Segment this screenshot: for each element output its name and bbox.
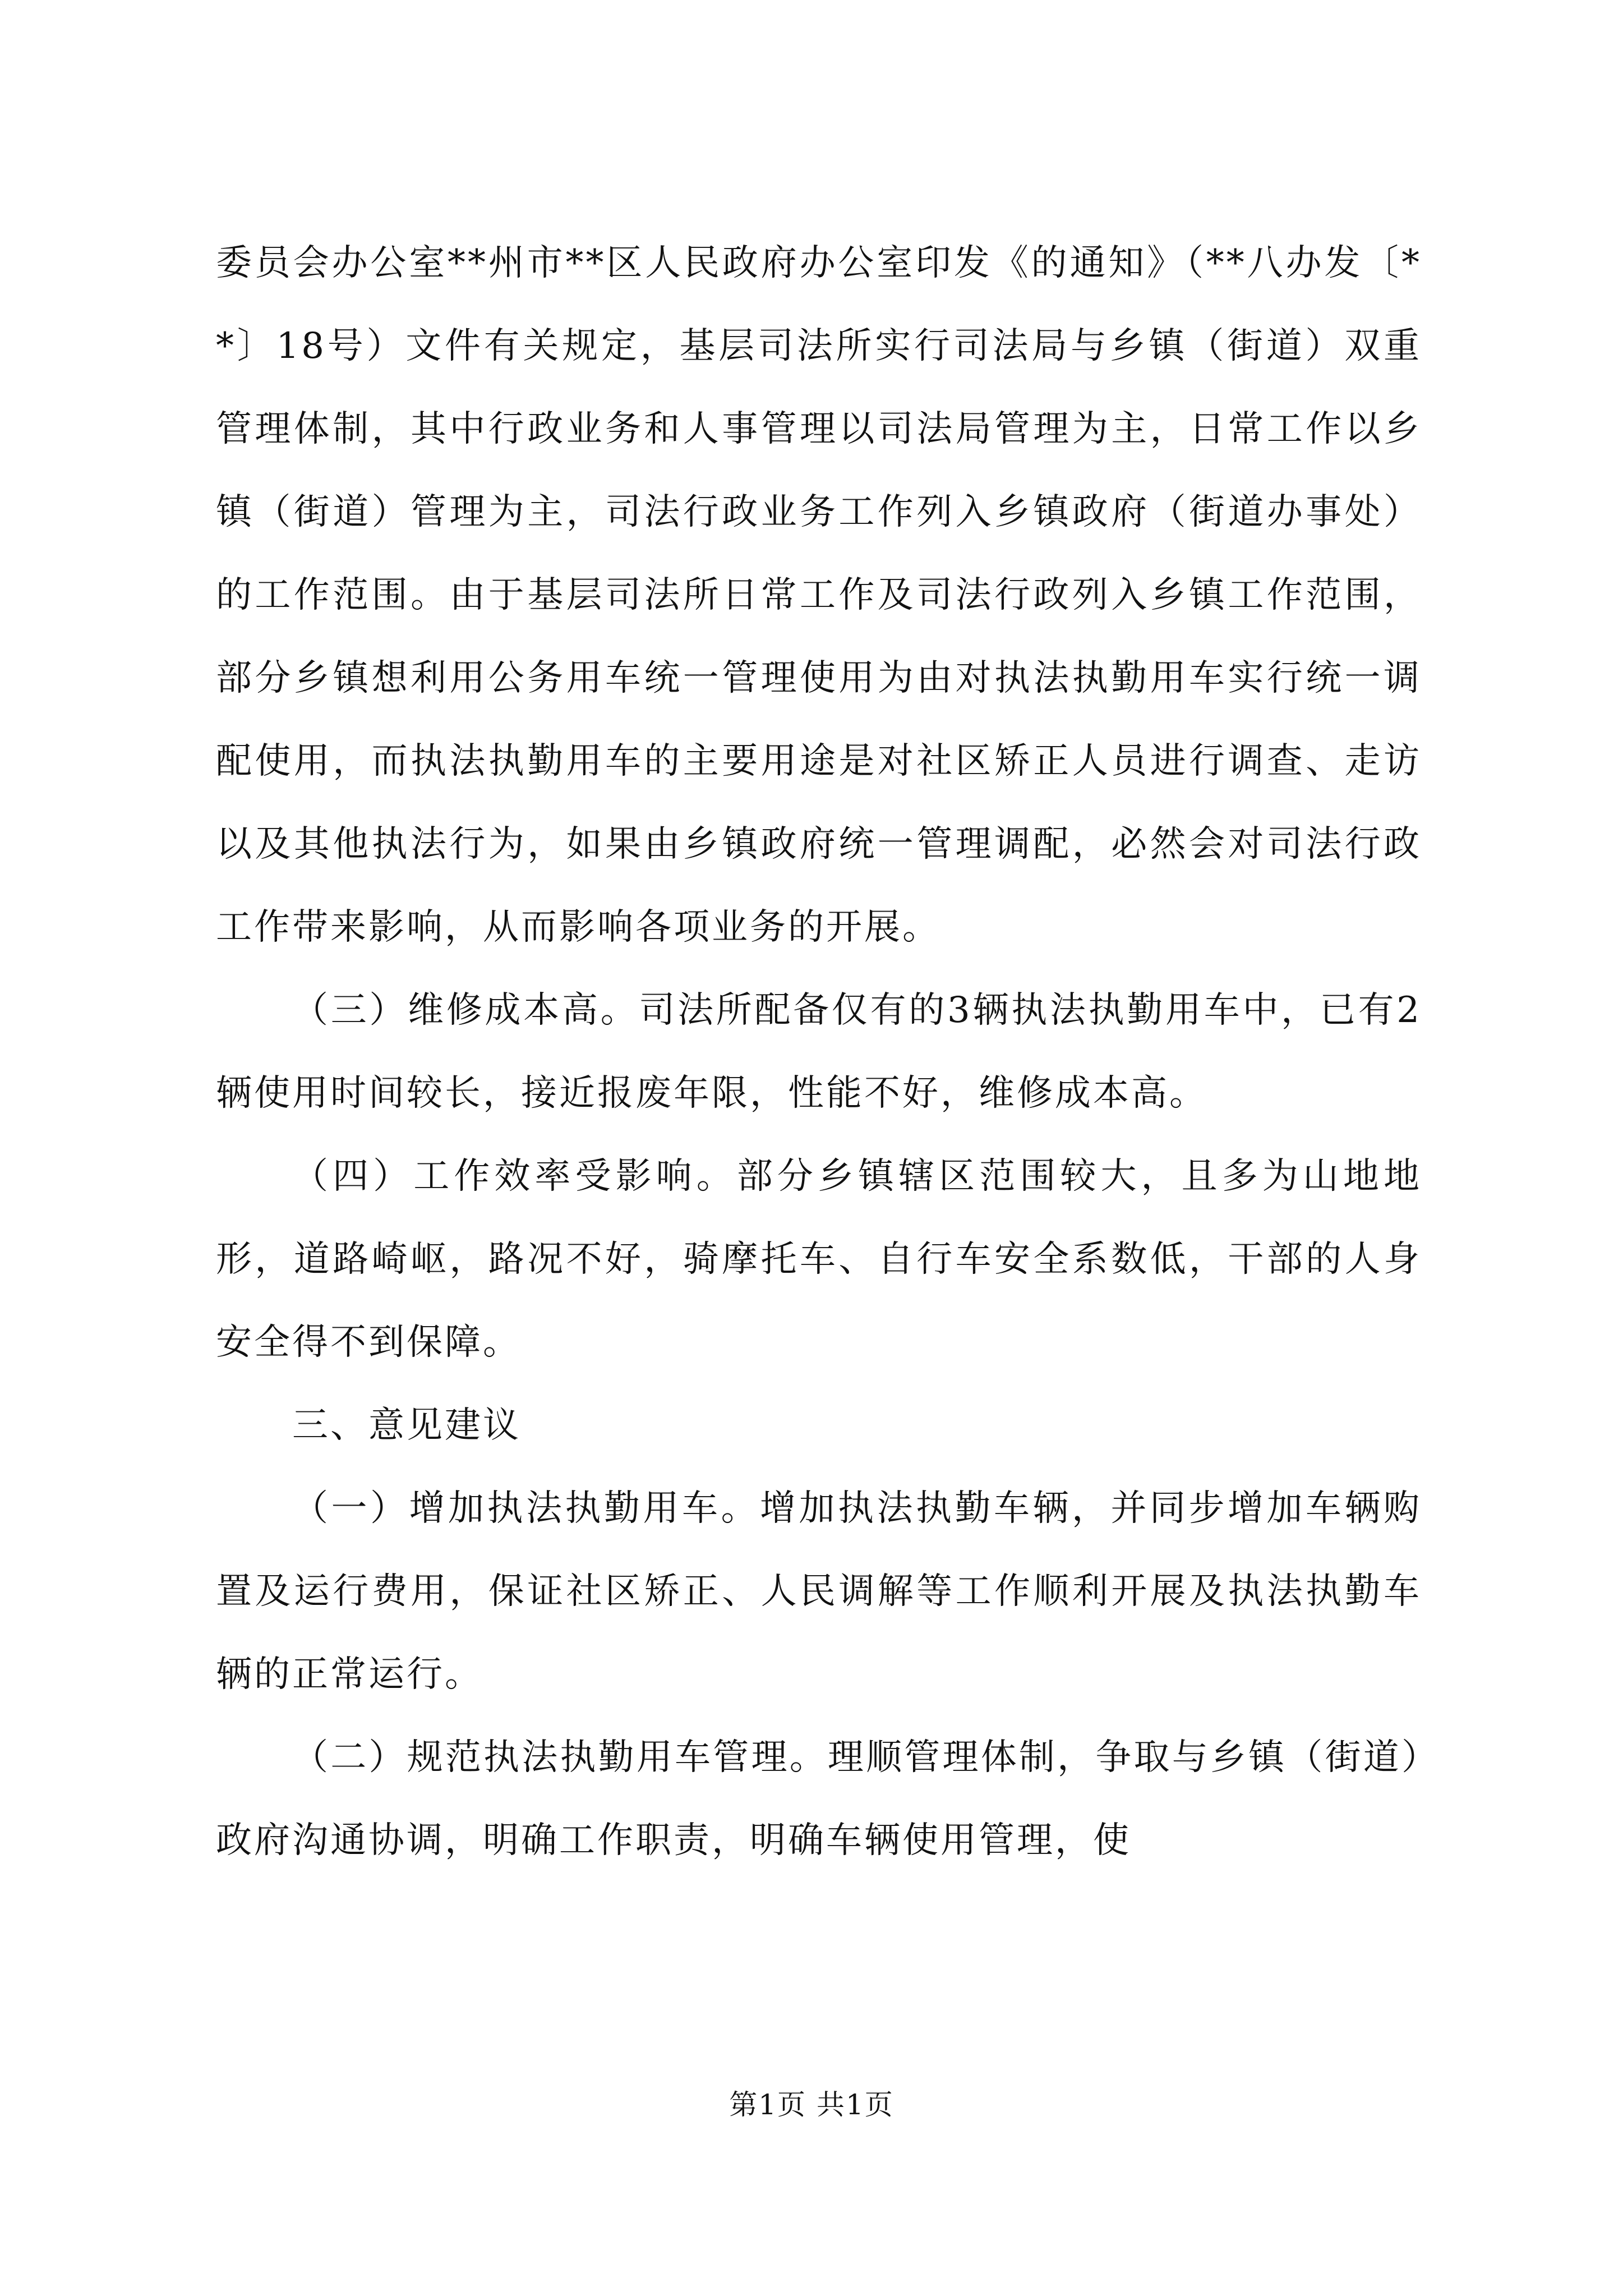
page-footer: 第1页 共1页	[729, 2088, 894, 2121]
paragraph: （四）工作效率受影响。部分乡镇辖区范围较大，且多为山地地形，道路崎岖，路况不好，骑摩托车、自行车安全系数低，干部的人身安全得不到保障。	[216, 1156, 1422, 1363]
paragraph: （三）维修成本高。司法所配备仅有的3辆执法执勤用车中，已有2辆使用时间较长，接近报废年限，性能不好，维修成本高。	[216, 990, 1422, 1114]
paragraph: 委员会办公室**州市**区人民政府办公室印发《的通知》（**八办发〔**〕18号）文件有关规定，基层司法所实行司法局与乡镇（街道）双重管理体制，其中行政业务和人事管理以司法局管理为主，日常工作以乡镇（街道）管理为主，司法行政业务工作列入乡镇政府（街道办事处）的工作范围。由于基层司法所日常工作及司法行政列入乡镇工作范围，部分乡镇想利用公务用车统一管理使用为由对执法执勤用车实行统一调配使用，而执法执勤用车的主要用途是对社区矫正人员进行调查、走访以及其他执法行为，如果由乡镇政府统一管理调配，必然会对司法行政工作带来影响，从而影响各项业务的开展。	[216, 242, 1422, 948]
document-body	[216, 222, 1422, 1882]
paragraph: （一）增加执法执勤用车。增加执法执勤车辆，并同步增加车辆购置及运行费用，保证社区矫正、人民调解等工作顺利开展及执法执勤车辆的正常运行。	[216, 1488, 1422, 1695]
section-heading: 三、意见建议	[292, 1405, 521, 1446]
paragraph: （二）规范执法执勤用车管理。理顺管理体制，争取与乡镇（街道）政府沟通协调，明确工作职责，明确车辆使用管理，使	[216, 1737, 1422, 1861]
